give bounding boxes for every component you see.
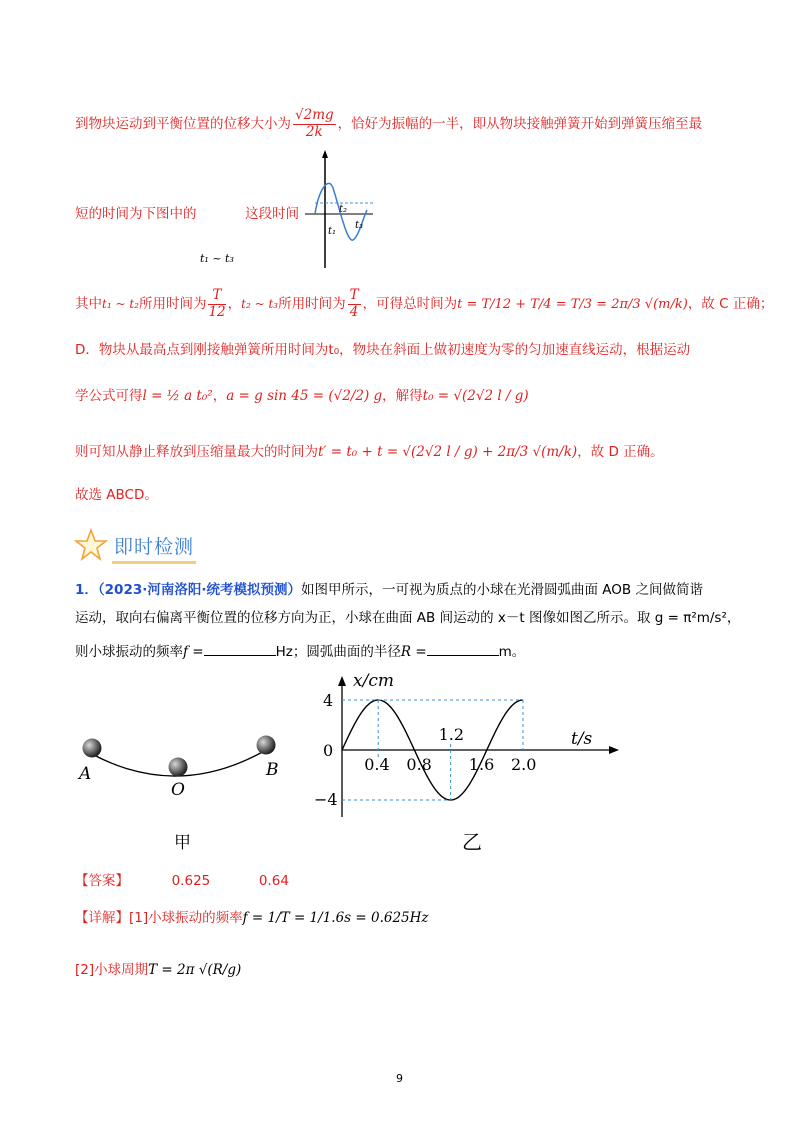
small-graph-t2: t₂: [339, 204, 348, 215]
equation-kinematics: l = ½ a t₀²: [142, 388, 213, 404]
fraction-sqrt2mg-2k: [293, 108, 336, 140]
line-3: [75, 288, 773, 320]
equation-period: T = 2π √(R/g): [148, 962, 242, 978]
detail-line-1: [75, 906, 429, 926]
section-underline: [112, 561, 196, 564]
interval-t1-t2: t₁ ~ t₂: [102, 297, 139, 312]
x-tick-0.4: 0.4: [364, 755, 390, 774]
line-3-text-b: 所用时间为: [138, 296, 207, 313]
section-title: 即时检测: [114, 535, 195, 558]
fraction-denominator: 2k: [305, 123, 323, 140]
line-1-text-a: 到物块运动到平衡位置的位移大小为: [75, 116, 291, 133]
x-tick-1.6: 1.6: [468, 755, 495, 774]
fraction-denominator: 12: [208, 303, 226, 320]
caption-yi-text: 乙: [462, 830, 482, 854]
fraction-T-12: [208, 288, 225, 320]
equation-total-time: t = T/12 + T/4 = T/3 = 2π/3 √(m/k): [457, 297, 688, 313]
x-tick-0.8: 0.8: [406, 755, 432, 774]
figure-yi-chart: [295, 662, 625, 862]
question-text-3a: 则小球振动的频率: [75, 644, 183, 660]
answer-1: 0.625: [171, 873, 211, 889]
line-3-text-a: 其中: [75, 296, 102, 313]
line-2-text-a: 短的时间为下图中的: [75, 206, 197, 222]
answer-line: [75, 869, 289, 889]
question-number: 1．: [75, 582, 98, 598]
answer-blank-frequency: [204, 643, 276, 656]
y-tick-neg4: −4: [314, 790, 338, 809]
symbol-R: R =: [400, 644, 427, 660]
equation-t0: t₀ = √(2√2 l / g): [422, 388, 529, 404]
ball-A: [83, 739, 102, 758]
answer-2: 0.64: [258, 873, 289, 889]
figure-jia: [70, 730, 295, 855]
interval-t1-t3: t₁ ~ t₃: [200, 252, 234, 265]
line-1-text-b: ，恰好为振幅的一半，即从物块接触弹簧开始到弹簧压缩至最: [337, 116, 703, 133]
line-3-text-f: ，故 C 正确；: [687, 296, 774, 313]
detail-label: 【详解】: [75, 910, 129, 926]
symbol-f: f =: [183, 644, 204, 660]
fraction-numerator: √2mg: [295, 107, 334, 123]
x-axis-arrow: [609, 746, 619, 754]
line-1: [75, 108, 702, 140]
star-icon: [74, 528, 108, 562]
line-5-text-d: ，解得: [382, 388, 423, 404]
line-5: [75, 384, 529, 404]
small-sine-graph: [295, 148, 375, 270]
question-1-line-2: 运动，取向右偏离平衡位置的位移方向为正，小球在曲面 AB 间运动的 x－t 图像如图乙所示。取 g = π²m/s²，: [75, 610, 741, 626]
line-5-text-a: 学公式可得: [75, 388, 143, 404]
detail-step-2-text: [2]小球周期: [75, 962, 149, 978]
small-graph-t3: t₃: [355, 220, 364, 231]
line-6-text-a: 则可知从静止释放到压缩量最大的时间为: [75, 444, 318, 460]
x-axis-label: t/s: [571, 729, 593, 749]
page-number: 9: [396, 1072, 403, 1085]
label-A: A: [79, 764, 92, 784]
equation-acceleration: a = g sin 45 = (√2/2) g: [226, 388, 383, 404]
ball-B: [257, 736, 276, 755]
line-2: [75, 202, 299, 222]
y-tick-0: 0: [323, 741, 334, 760]
small-graph-arrow: [322, 150, 328, 158]
line-6: [75, 440, 664, 460]
equation-frequency: f = 1/T = 1/1.6s = 0.625Hz: [242, 910, 429, 926]
line-6-text-b: ，故 D 正确。: [577, 444, 664, 460]
y-axis-arrow: [338, 676, 346, 686]
line-7: 故选 ABCD。: [75, 487, 158, 503]
detail-step-1-text: [1]小球振动的频率: [129, 910, 243, 926]
ball-O: [169, 758, 188, 777]
x-tick-1.2: 1.2: [438, 725, 465, 744]
interval-t2-t3: t₂ ~ t₃: [241, 297, 279, 312]
detail-line-2: [75, 958, 241, 978]
fraction-numerator: T: [208, 288, 225, 305]
answer-label: 【答案】: [75, 873, 129, 889]
label-B: B: [266, 760, 279, 780]
question-1-line-1: [75, 578, 703, 598]
line-3-text-e: ，可得总时间为: [362, 296, 458, 313]
fraction-numerator: T: [349, 287, 359, 303]
fraction-T-4: [348, 288, 361, 320]
question-text-1: 如图甲所示，一可视为质点的小球在光滑圆弧曲面 AOB 之间做简谐: [301, 582, 703, 598]
line-2-text-b: 这段时间: [245, 206, 300, 222]
line-4: D．物块从最高点到刚接触弹簧所用时间为t₀，物块在斜面上做初速度为零的匀加速直线运动，根据运动: [75, 342, 691, 358]
question-text-3c: m。: [498, 644, 526, 660]
line-5-text-c: ，: [212, 388, 227, 404]
small-graph-t1: t₁: [328, 226, 337, 237]
answer-blank-radius: [427, 643, 499, 656]
question-1-line-3: [75, 640, 525, 660]
question-text-3b: Hz；圆弧曲面的半径: [275, 644, 401, 660]
x-tick-2.0: 2.0: [511, 755, 537, 774]
line-3-text-c: ，: [227, 296, 242, 313]
y-axis-label: x/cm: [353, 671, 394, 691]
y-tick-4: 4: [323, 691, 334, 710]
label-O: O: [171, 780, 185, 800]
equation-max-time: t′ = t₀ + t = √(2√2 l / g) + 2π/3 √(m/k): [318, 444, 578, 460]
section-header: [74, 528, 194, 562]
line-3-text-d: 所用时间为: [278, 296, 346, 313]
fraction-denominator: 4: [349, 303, 359, 320]
question-source: （2023·河南洛阳·统考模拟预测）: [97, 582, 301, 598]
caption-jia: 甲: [174, 833, 191, 853]
